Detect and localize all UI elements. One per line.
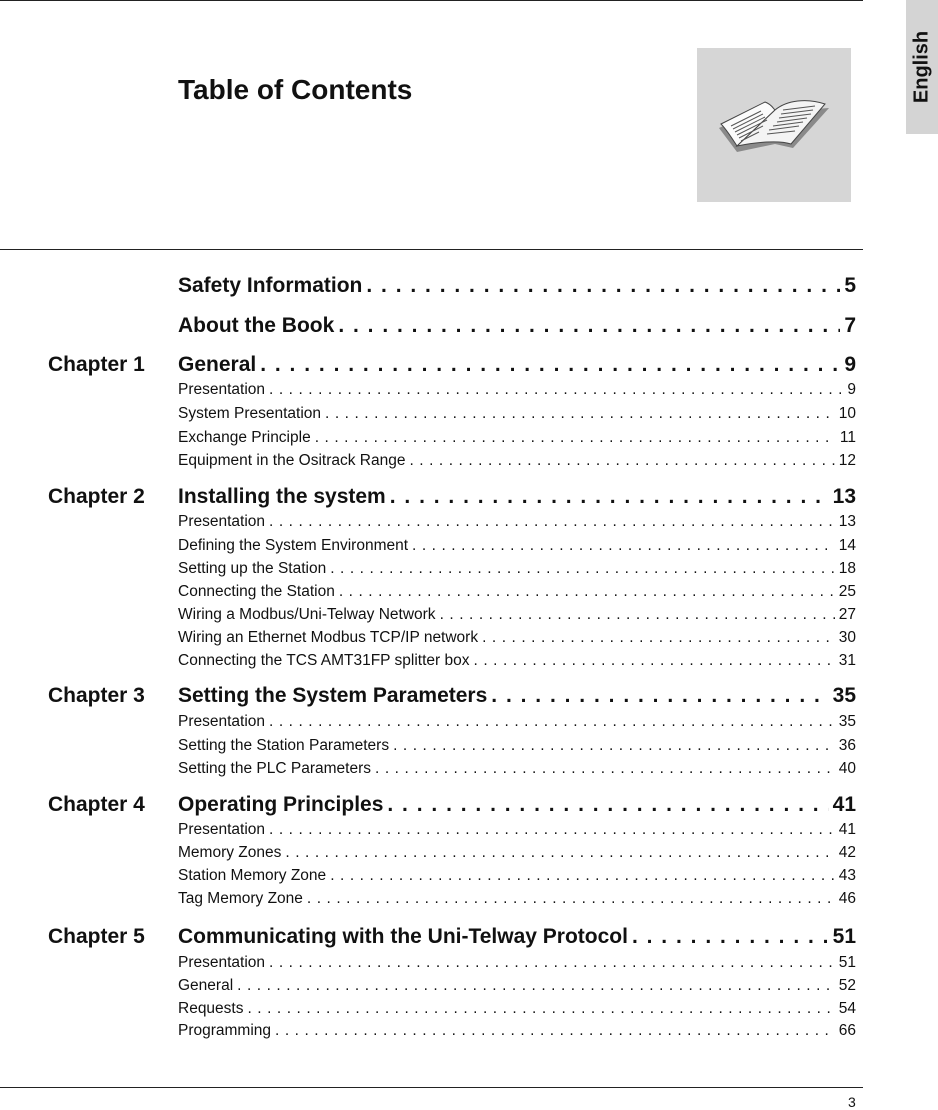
toc-entry-safety-information[interactable]: Safety Information . . . 5 [178, 274, 856, 298]
toc-section-entry[interactable]: Programming . . . 66 [178, 1022, 856, 1040]
toc-section-entry[interactable]: Presentation . . . 13 [178, 513, 856, 531]
toc-chapter-entry[interactable]: Communicating with the Uni-Telway Protocol . . . 51 [178, 925, 856, 949]
page-title: Table of Contents [178, 74, 413, 105]
toc-section-entry[interactable]: Tag Memory Zone . . . 46 [178, 890, 856, 908]
chapter-label: Chapter 5 [48, 925, 145, 948]
toc-section-entry[interactable]: Presentation . . . 51 [178, 954, 856, 972]
toc-section-entry[interactable]: Station Memory Zone . . . 43 [178, 867, 856, 885]
top-rule [0, 0, 863, 1]
chapter-label: Chapter 4 [48, 793, 145, 816]
chapter-label: Chapter 2 [48, 485, 145, 508]
toc-section-entry[interactable]: Connecting the TCS AMT31FP splitter box . . . 31 [178, 652, 856, 670]
toc-section-entry[interactable]: Presentation . . . 9 [178, 381, 856, 399]
toc-chapter-entry[interactable]: General . . . 9 [178, 353, 856, 377]
toc-section-entry[interactable]: Presentation . . . 35 [178, 713, 856, 731]
toc-section-entry[interactable]: Wiring an Ethernet Modbus TCP/IP network . . . 30 [178, 629, 856, 647]
language-tab-label: English [910, 30, 933, 104]
toc-section-entry[interactable]: Requests . . . 54 [178, 1000, 856, 1018]
language-tab [906, 0, 938, 134]
chapter-label: Chapter 3 [48, 684, 145, 707]
toc-chapter-entry[interactable]: Setting the System Parameters . . . 35 [178, 684, 856, 708]
footer-rule [0, 1087, 863, 1088]
toc-section-entry[interactable]: Equipment in the Ositrack Range . . . 12 [178, 452, 856, 470]
toc-section-entry[interactable]: Connecting the Station . . . 25 [178, 583, 856, 601]
toc-section-entry[interactable]: System Presentation . . . 10 [178, 405, 856, 423]
toc-section-entry[interactable]: Presentation . . . 41 [178, 821, 856, 839]
toc-entry-about-the-book[interactable]: About the Book . . . 7 [178, 314, 856, 338]
open-book-icon [697, 48, 851, 202]
toc-section-entry[interactable]: Wiring a Modbus/Uni-Telway Network . . . 27 [178, 606, 856, 624]
page-number: 3 [848, 1094, 856, 1110]
toc-section-entry[interactable]: General . . . 52 [178, 977, 856, 995]
toc-section-entry[interactable]: Memory Zones . . . 42 [178, 844, 856, 862]
toc-chapter-entry[interactable]: Installing the system . . . 13 [178, 485, 856, 509]
header-rule [0, 249, 863, 250]
toc-section-entry[interactable]: Defining the System Environment . . . 14 [178, 537, 856, 555]
toc-section-entry[interactable]: Setting up the Station . . . 18 [178, 560, 856, 578]
book-illustration [697, 48, 851, 202]
toc-chapter-entry[interactable]: Operating Principles . . . 41 [178, 793, 856, 817]
toc-section-entry[interactable]: Exchange Principle . . . 11 [178, 429, 856, 447]
toc-section-entry[interactable]: Setting the PLC Parameters . . . 40 [178, 760, 856, 778]
toc-section-entry[interactable]: Setting the Station Parameters . . . 36 [178, 737, 856, 755]
chapter-label: Chapter 1 [48, 353, 145, 376]
